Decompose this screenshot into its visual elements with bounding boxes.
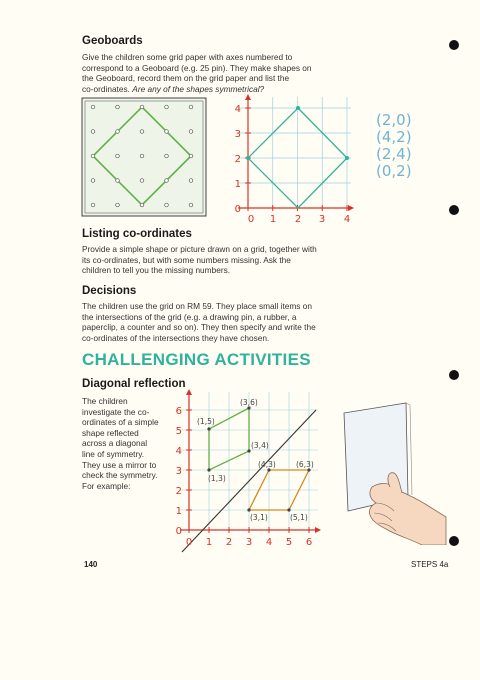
grid-1-y-tick: 1 (234, 179, 241, 190)
geoboard-pin (140, 154, 144, 158)
grid-1-vertex (345, 156, 349, 160)
decisions-text-4: co-ordinates of the intersections they have chosen. (82, 332, 270, 343)
grid-1-vertex (246, 156, 250, 160)
geoboard-pin (116, 179, 120, 183)
mirror-edge (406, 403, 410, 405)
geoboard-pin (165, 179, 169, 183)
grid-1-vertex (296, 106, 300, 110)
geoboard-pin (189, 179, 193, 183)
grid-2-x-tick-labels (186, 537, 312, 548)
geoboards-question: Are any of the shapes symmetrical? (132, 83, 265, 94)
grid-1-y-arrow (245, 94, 251, 100)
grid-1-x-tick: 0 (247, 214, 255, 225)
label-5-1: (5,1) (290, 513, 308, 522)
grid-2-x-tick: 4 (265, 537, 273, 548)
label-6-3: (6,3) (296, 460, 314, 469)
diagonal-text-8: check the symmetry. (82, 470, 158, 481)
geoboard (82, 98, 206, 216)
grid-1-x-arrow (348, 205, 354, 211)
geoboard-pin (165, 154, 169, 158)
challenging-activities-heading: CHALLENGING ACTIVITIES (82, 350, 311, 369)
grid-1-y-tick: 2 (234, 154, 241, 165)
grid-2-y-tick: 0 (175, 526, 182, 537)
book-title: STEPS 4a (411, 560, 449, 569)
diagonal-text-1: The children (82, 396, 128, 406)
geoboard-pin (116, 105, 120, 109)
geoboards-text-3: the Geoboard, record them on the grid paper and list the (82, 73, 290, 84)
grid-2-x-tick: 3 (245, 537, 253, 548)
geoboard-pin (140, 203, 144, 207)
diagonal-text-9: For example: (82, 480, 131, 491)
grid-2-x-tick: 2 (225, 537, 233, 548)
geoboards-text-1: Give the children some grid paper with axes numbered to (82, 52, 293, 62)
grid-1-y-tick-labels (235, 104, 241, 215)
diagonal-text-7: They use a mirror to (82, 459, 157, 470)
geoboard-pin (116, 130, 120, 134)
grid-2-x-arrow (315, 527, 321, 533)
coordinate-entry: (2,4) (376, 145, 412, 163)
grid-1-x-tick: 3 (318, 214, 326, 225)
coordinate-entry: (4,2) (376, 128, 412, 146)
grid-2-x-tick: 5 (285, 537, 293, 548)
grid-2-x-tick: 0 (185, 537, 193, 548)
grid-1-x-tick-labels (248, 214, 350, 225)
grid-1-x-tick: 4 (343, 214, 351, 225)
geoboard-pin (116, 203, 120, 207)
geoboard-pin (91, 130, 95, 134)
grid-2-x-tick: 6 (305, 537, 313, 548)
page-number: 140 (84, 560, 98, 569)
decisions-text-3: paperclip, a counter and so on). They then specify and write the (82, 322, 316, 333)
grid-1-x-tick: 2 (294, 214, 302, 225)
coordinates-list (376, 112, 412, 180)
diagonal-text-2: investigate the co- (82, 406, 150, 417)
hand-holding-mirror-illustration (330, 395, 450, 545)
geoboard-pin (140, 179, 144, 183)
geoboard-pin (91, 154, 95, 158)
geoboard-pin (116, 154, 120, 158)
geoboard-pin (189, 105, 193, 109)
binder-hole-1 (449, 40, 459, 50)
mirror-edge (410, 405, 412, 495)
listing-text-2: its co-ordinates, but with some numbers missing. Ask the (82, 254, 291, 265)
listing-heading: Listing co-ordinates (82, 228, 192, 240)
geoboard-pin (140, 105, 144, 109)
point-labels (197, 398, 314, 522)
geoboard-pin (91, 203, 95, 207)
label-1-3: (1,3) (208, 474, 226, 483)
geoboard-pin (189, 154, 193, 158)
diagonal-text-4: shape reflected (82, 427, 139, 438)
label-4-3: (4,3) (258, 460, 276, 469)
vertex-point (247, 508, 250, 511)
grid-2-y-tick: 4 (175, 446, 182, 457)
listing-text-1: Provide a simple shape or picture drawn on a grid, together with (82, 244, 317, 254)
decisions-text-2: the intersections of the grid (e.g. a drawing pin, a rubber, a (82, 311, 297, 322)
decisions-text-1: The children use the grid on RM 59. They place small items on (82, 301, 312, 311)
geoboard-pin (189, 203, 193, 207)
grid-2-y-arrow (186, 389, 192, 395)
geoboard-pin (91, 179, 95, 183)
geoboard-pin (91, 105, 95, 109)
grid-2-y-tick: 6 (175, 406, 182, 417)
grid-1-y-tick: 3 (234, 129, 241, 140)
label-3-1: (3,1) (250, 513, 268, 522)
grid-2-y-tick: 3 (175, 466, 182, 477)
grid-1-lines (238, 97, 351, 211)
grid-2-y-tick: 1 (175, 506, 182, 517)
geoboard-base (82, 98, 206, 216)
geoboard-pin (165, 203, 169, 207)
geoboards-heading: Geoboards (82, 35, 143, 47)
grid-2-y-tick: 5 (175, 426, 182, 437)
diagonal-text-3: ordinates of a simple (82, 417, 159, 428)
geoboard-pin (140, 130, 144, 134)
geoboard-pin (165, 105, 169, 109)
vertex-point (207, 427, 210, 430)
diagonal-reflection-heading: Diagonal reflection (82, 378, 186, 390)
vertex-point (287, 508, 290, 511)
grid-1-y-tick: 4 (234, 104, 241, 115)
grid-2-y-tick: 2 (175, 486, 182, 497)
listing-text-3: children to tell you the missing numbers. (82, 265, 231, 276)
geoboard-pin (165, 130, 169, 134)
grid-2-x-tick: 1 (205, 537, 213, 548)
grid-1 (235, 94, 354, 225)
decisions-heading: Decisions (82, 285, 137, 297)
binder-hole-3 (449, 370, 459, 380)
grid-1-y-tick: 0 (234, 204, 241, 215)
geoboards-text-4-plain: co-ordinates. (82, 83, 133, 94)
vertex-point (207, 468, 210, 471)
diagonal-text-6: line of symmetry. (82, 449, 145, 459)
coordinate-entry: (2,0) (376, 111, 412, 129)
label-1-5: (1,5) (197, 417, 215, 426)
geoboards-text-2: correspond to a Geoboard (e.g. 25 pin). They make shapes on (82, 62, 312, 73)
grid-1-x-tick: 1 (269, 214, 277, 225)
label-3-4: (3,4) (251, 441, 269, 450)
label-3-6: (3,6) (240, 398, 258, 407)
diagonal-text-5: across a diagonal (82, 438, 148, 449)
geoboard-pin (189, 130, 193, 134)
coordinate-entry: (0,2) (376, 162, 412, 180)
grid-2-y-tick-labels (176, 406, 182, 537)
